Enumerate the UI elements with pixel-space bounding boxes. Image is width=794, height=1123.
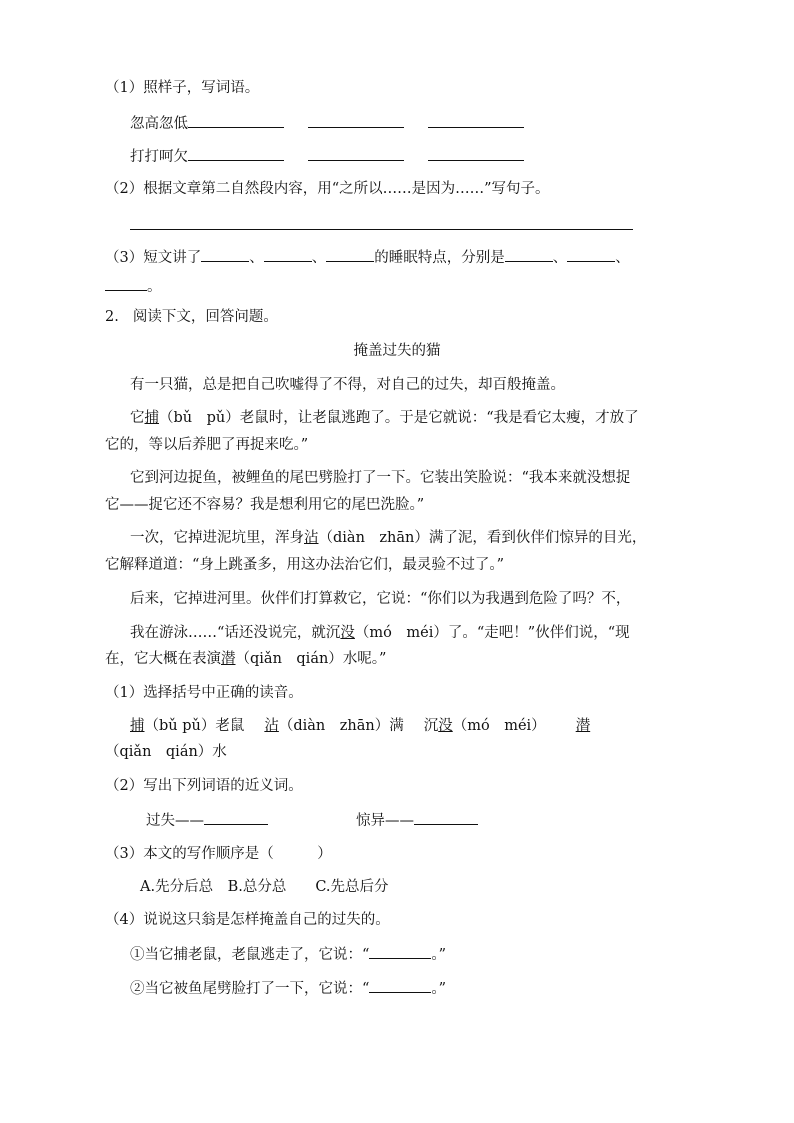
s2-q1-items [130, 716, 590, 736]
s1-q1-row1 [130, 113, 524, 134]
s1-q1-row1-example: 忽高忽低 [130, 116, 188, 132]
passage-p2-line2: 它的，等以后养肥了再捉来吃。” [105, 437, 309, 453]
answer-blank[interactable] [369, 978, 431, 993]
passage-p1: 有一只猫，总是把自己吹嘘得了不得，对自己的过失，却百般掩盖。 [130, 377, 565, 393]
period: 。 [147, 279, 162, 295]
answer-blank[interactable] [188, 113, 284, 128]
answer-blank[interactable] [369, 944, 431, 959]
s1-q3-text: 的睡眠特点，分别是 [374, 250, 505, 266]
answer-blank[interactable] [428, 113, 524, 128]
answer-blank[interactable] [201, 247, 249, 262]
s1-q2-answer-line[interactable] [130, 229, 633, 230]
s2-q1-label: （1）选择括号中正确的读音。 [105, 685, 303, 701]
answer-blank[interactable] [428, 146, 524, 161]
passage-p4-line2: 它解释道道：“身上跳蚤多，用这办法治它们，最灵验不过了。” [105, 557, 505, 573]
answer-blank[interactable] [414, 810, 478, 825]
s2-q3-options: A.先分后总 B.总分总 C.先总后分 [140, 879, 389, 895]
s1-q3 [105, 247, 630, 268]
separator: 、 [552, 250, 568, 266]
word-prefix: 沉 [423, 718, 439, 734]
pinyin-word: 没 [438, 718, 453, 734]
s1-q2-label: （2）根据文章第二自然段内容，用“之所以……是因为……”写句子。 [105, 181, 550, 197]
s2-q4-item2: ②当它被鱼尾劈脸打了一下，它说：“ 。” [130, 978, 446, 999]
answer-blank[interactable] [204, 810, 268, 825]
s2-q1-items-cont: （qiǎn qián）水 [105, 744, 227, 760]
s2-q2-word: 过失—— [146, 813, 204, 829]
answer-blank[interactable] [326, 247, 374, 262]
separator: 、 [311, 250, 327, 266]
separator: 、 [249, 250, 264, 266]
pinyin-word: 潜 [221, 651, 236, 667]
passage-p2-line1: 它捕（bǔ pǔ）老鼠时，让老鼠逃跑了。于是它就说：“我是看它太瘦，才放了 [130, 410, 639, 426]
s1-q1-row2 [130, 146, 524, 167]
s2-number: 2. [105, 309, 119, 325]
answer-blank[interactable] [505, 247, 553, 262]
passage-p4-line1: 一次，它掉进泥坑里，浑身沾（diàn zhān）满了泥，看到伙伴们惊异的目光， [130, 530, 647, 546]
separator: 、 [615, 250, 630, 266]
s2-q3-label: （3）本文的写作顺序是（ ） [105, 846, 332, 862]
passage-title: 掩盖过失的猫 [353, 343, 441, 359]
pinyin-word: 捕 [130, 718, 145, 734]
pinyin-word: 沾 [264, 718, 279, 734]
answer-blank[interactable] [567, 247, 615, 262]
s1-q3-cont [105, 276, 162, 297]
passage-p5-line3: 在，它大概在表演潜（qiǎn qián）水呢。” [105, 651, 387, 667]
pinyin-choice: （diàn zhān）满 [278, 718, 404, 734]
passage-p5-line2: 我在游泳……“话还没说完，就沉没（mó méi）了。“走吧！”伙伴们说，“现 [130, 625, 630, 641]
s2-q2-label: （2）写出下列词语的近义词。 [105, 778, 303, 794]
passage-p5-line1: 后来，它掉进河里。伙伴们打算救它，它说：“你们以为我遇到危险了吗？不， [130, 591, 631, 607]
s1-q3-text: （3）短文讲了 [105, 250, 202, 266]
pinyin-word: 没 [340, 625, 355, 641]
answer-blank[interactable] [264, 247, 312, 262]
passage-p3-line2: 它——捉它还不容易？我是想利用它的尾巴洗脸。” [105, 497, 425, 513]
s1-q1-label: （1）照样子，写词语。 [105, 80, 260, 96]
s2-q4-label: （4）说说这只翁是怎样掩盖自己的过失的。 [105, 912, 390, 928]
answer-blank[interactable] [308, 146, 404, 161]
pinyin-word: 沾 [304, 530, 319, 546]
s2-q2-word: 惊异—— [356, 813, 414, 829]
s2-instruction: 阅读下文，回答问题。 [132, 309, 278, 325]
pinyin-choice: （bǔ pǔ）老鼠 [144, 718, 245, 734]
s2-q4-item1: ①当它捕老鼠，老鼠逃走了，它说：“ 。” [130, 944, 446, 965]
answer-blank[interactable] [105, 276, 147, 291]
pinyin-word: 潜 [575, 718, 591, 734]
s2-q2-items [146, 810, 478, 831]
passage-p3-line1: 它到河边捉鱼，被鲤鱼的尾巴劈脸打了一下。它装出笑脸说：“我本来就没想捉 [130, 470, 631, 486]
answer-blank[interactable] [188, 146, 284, 161]
answer-blank[interactable] [308, 113, 404, 128]
pinyin-choice: （mó méi） [452, 718, 546, 734]
s1-q1-row2-example: 打打呵欠 [130, 149, 188, 165]
s2-header [105, 307, 278, 327]
pinyin-word: 捕 [144, 410, 159, 426]
